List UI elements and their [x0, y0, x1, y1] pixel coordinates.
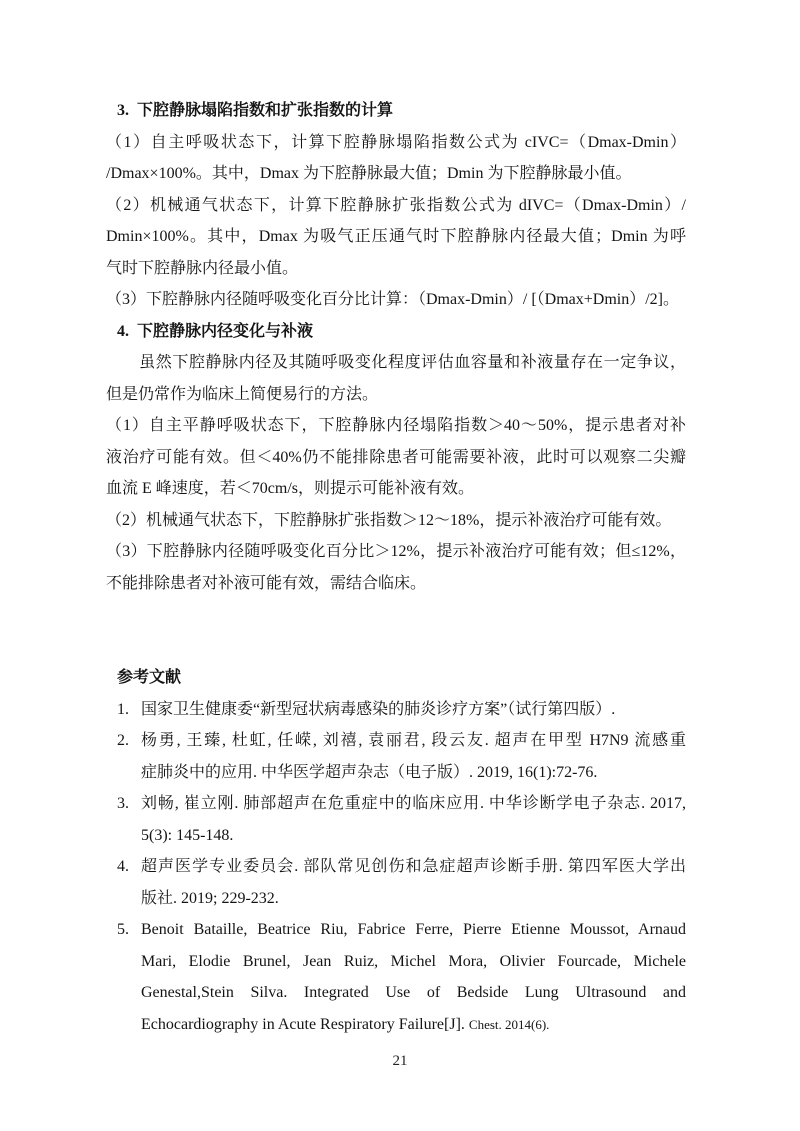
reference-3-segment-1: 刘畅, 崔立刚. 肺部超声在危重症中的临床应用. 中华诊断学电子杂志. 2017, [141, 795, 686, 812]
para-4-2 [106, 505, 686, 537]
reference-5-segment-1: Echocardiography in Acute Respiratory Failure[J]. [141, 1015, 469, 1033]
para-3-1-line-2: /Dmax×100%。其中，Dmax 为下腔静脉最大值；Dmin 为下腔静脉最小值。 [106, 165, 632, 182]
reference-4 [106, 851, 686, 914]
para-4-1-line-3: 血流 E 峰速度，若＜70cm/s，则提示可能补液有效。 [106, 480, 474, 497]
para-4-1-line-1: （1）自主平静呼吸状态下，下腔静脉内径塌陷指数＞40～50%，提示患者对补 [106, 417, 686, 434]
reference-5-segment-2: Chest. 2014(6). [468, 1016, 550, 1032]
para-4-3-line-2: 不能排除患者对补液可能有效，需结合临床。 [106, 574, 427, 592]
reference-3-text [141, 788, 686, 851]
reference-5 [106, 914, 686, 1040]
reference-1-segment-1: 国家卫生健康委“新型冠状病毒感染的肺炎诊疗方案”（试行第四版）. [141, 700, 616, 718]
reference-3-line-2 [141, 820, 686, 852]
para-4-1 [106, 410, 686, 505]
para-4-3 [106, 536, 686, 599]
reference-4-segment-1: 版社. 2019; 229-232. [141, 889, 279, 907]
reference-2-line-2 [141, 757, 686, 789]
para-3-2-line-2: Dmin×100%。其中，Dmax 为吸气正压通气时下腔静脉内径最大值；Dmin 为呼 [106, 228, 686, 245]
reference-5-text [141, 914, 686, 1040]
reference-4-line-1 [141, 851, 686, 883]
reference-5-segment-1: Genestal,Stein Silva. Integrated Use of Bedside Lung Ultrasound and [141, 984, 686, 1001]
reference-5-segment-1: Mari, Elodie Brunel, Jean Ruiz, Michel Mora, Olivier Fourcade, Michele [141, 952, 686, 970]
reference-3-line-1 [141, 788, 686, 820]
reference-5-number: 5. [117, 921, 129, 938]
para-3-1 [106, 127, 686, 190]
reference-5-line-3 [141, 977, 686, 1009]
reference-3 [106, 788, 686, 851]
references-heading: 参考文献 [117, 669, 182, 686]
reference-5-segment-1: Benoit Bataille, Beatrice Riu, Fabrice Ferre, Pierre Etienne Moussot, Arnaud [141, 921, 686, 938]
para-3-2 [106, 190, 686, 285]
reference-5-line-2 [141, 946, 686, 978]
reference-1 [106, 694, 686, 726]
reference-5-line-4 [141, 1009, 686, 1041]
para-4-intro [106, 347, 686, 410]
para-4-1-line-2: 液治疗可能有效。但＜40%仍不能排除患者可能需要补液，此时可以观察二尖瓣 [106, 448, 686, 466]
section-gap [106, 599, 686, 662]
document-body [106, 95, 686, 1040]
reference-4-line-2 [141, 883, 686, 915]
reference-1-text [141, 694, 686, 726]
reference-3-segment-1: 5(3): 145-148. [141, 826, 234, 844]
section-4-heading: 4. 下腔静脉内径变化与补液 [117, 322, 314, 340]
reference-5-line-1 [141, 914, 686, 946]
section-3-heading: 3. 下腔静脉塌陷指数和扩张指数的计算 [117, 102, 394, 119]
para-3-3-line-1: （3）下腔静脉内径随呼吸变化百分比计算：（Dmax-Dmin）/ [（Dmax+Dmin）/2]。 [106, 291, 679, 308]
reference-2-segment-1: 症肺炎中的应用. 中华医学超声杂志（电子版）. 2019, 16(1):72-76. [141, 763, 598, 781]
para-3-3 [106, 284, 686, 316]
page-number: 21 [392, 1053, 408, 1069]
para-3-2-line-1: （2）机械通气状态下，计算下腔静脉扩张指数公式为 dIVC=（Dmax-Dmin）/ [106, 196, 686, 214]
reference-4-segment-1: 超声医学专业委员会. 部队常见创伤和急症超声诊断手册. 第四军医大学出 [141, 858, 686, 875]
para-3-2-line-3: 气时下腔静脉内径最小值。 [106, 259, 299, 277]
reference-2-text [141, 725, 686, 788]
reference-2-line-1 [141, 725, 686, 757]
reference-4-text [141, 851, 686, 914]
reference-3-number: 3. [117, 795, 129, 812]
reference-2-segment-1: 杨勇, 王臻, 杜虹, 任嵘, 刘禧, 袁丽君, 段云友. 超声在甲型 H7N9 流感重 [141, 732, 686, 749]
reference-4-number: 4. [117, 858, 129, 875]
para-4-intro-line-1: 虽然下腔静脉内径及其随呼吸变化程度评估血容量和补液量存在一定争议， [106, 354, 686, 371]
reference-1-number: 1. [117, 700, 129, 718]
reference-2-number: 2. [117, 732, 129, 749]
reference-1-line-1 [141, 694, 686, 726]
reference-2 [106, 725, 686, 788]
para-4-2-line-1: （2）机械通气状态下，下腔静脉扩张指数＞12～18%，提示补液治疗可能有效。 [106, 511, 672, 529]
para-3-1-line-1: （1）自主呼吸状态下，计算下腔静脉塌陷指数公式为 cIVC=（Dmax-Dmin） [106, 133, 686, 151]
para-4-3-line-1: （3）下腔静脉内径随呼吸变化百分比＞12%，提示补液治疗可能有效；但≤12%， [106, 543, 686, 560]
para-4-intro-line-2: 但是仍常作为临床上简便易行的方法。 [106, 385, 379, 403]
